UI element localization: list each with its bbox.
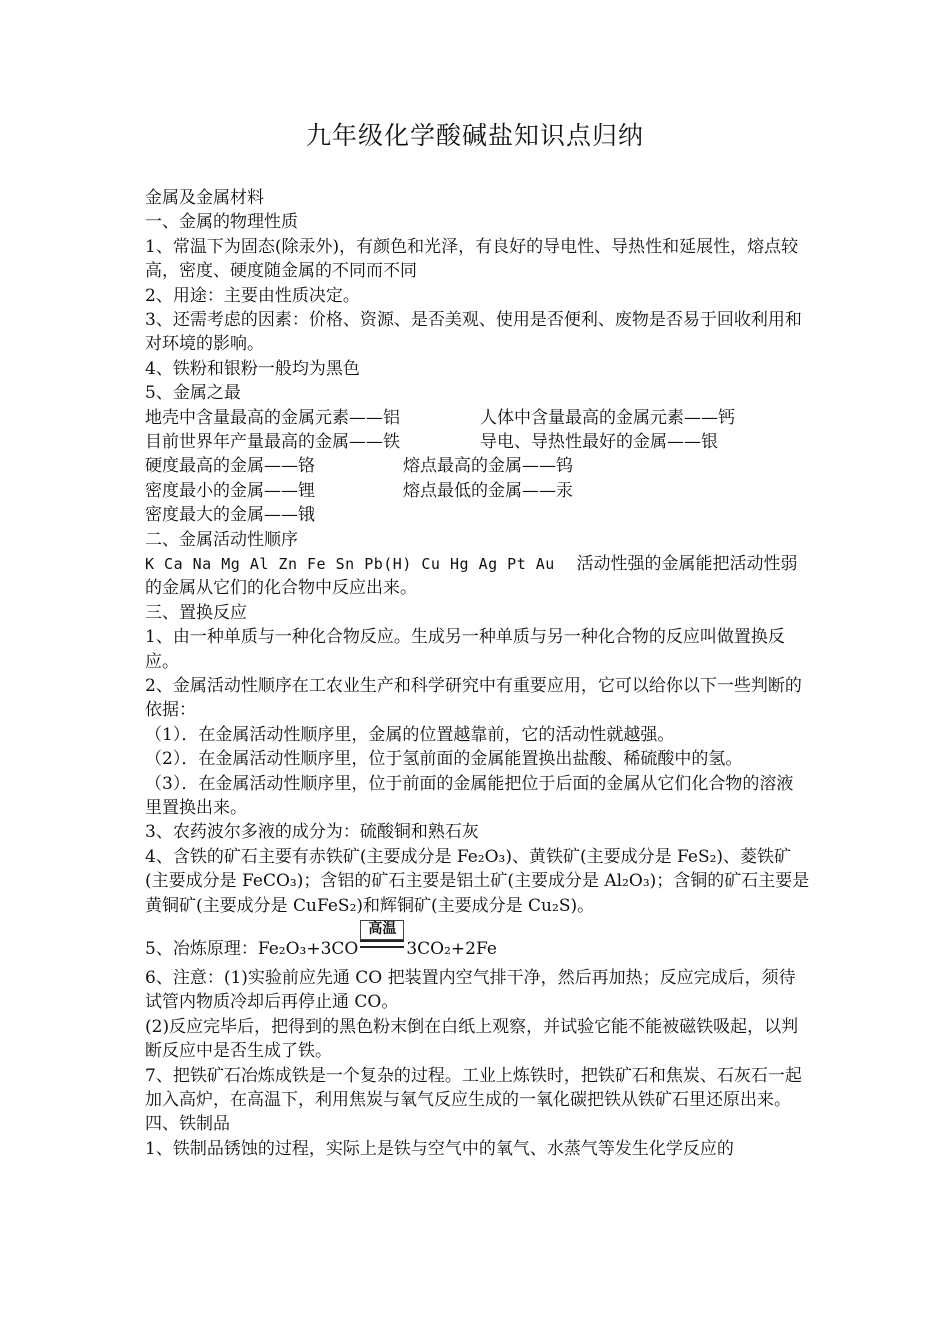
paragraph: 6、注意：(1)实验前应先通 CO 把装置内空气排干净，然后再加热；反应完成后，须待试管内物质冷却后再停止通 CO。 (145, 967, 796, 1013)
paragraph: （2）．在金属活动性顺序里，位于氢前面的金属能置换出盐酸、稀硫酸中的氢。 (145, 749, 743, 770)
paragraph: 2、用途：主要由性质决定。 (145, 285, 360, 306)
superlative-row (145, 454, 810, 478)
superlative-item: 目前世界年产量最高的金属——铁 (145, 431, 400, 452)
paragraph: 1、常温下为固态(除汞外)，有颜色和光泽，有良好的导电性、导热性和延展性，熔点较高，密度、硬度随金属的不同而不同 (145, 236, 799, 282)
activity-series-paragraph (145, 552, 810, 601)
activity-series-note: 活动性强的金属能把活动性弱的金属从它们的化合物中反应出来。 (145, 553, 798, 599)
equation-products: 3CO₂+2Fe (406, 938, 497, 959)
superlative-item: 导电、导热性最好的金属——银 (480, 431, 718, 452)
activity-series: K Ca Na Mg Al Zn Fe Sn Pb(H) Cu Hg Ag Pt Au (145, 554, 555, 573)
superlative-row (145, 479, 810, 503)
document-body (145, 186, 810, 1161)
equation-prefix: 5、冶炼原理： (145, 938, 258, 959)
superlative-item: 人体中含量最高的金属元素——钙 (480, 407, 735, 428)
superlative-item: 熔点最高的金属——钨 (403, 456, 573, 477)
paragraph: 4、铁粉和银粉一般均为黑色 (145, 358, 360, 379)
superlative-row (145, 406, 810, 430)
reaction-condition (360, 920, 404, 950)
superlative-item: 熔点最低的金属——汞 (403, 480, 573, 501)
superlative-row: 密度最大的金属——锇 (145, 505, 315, 526)
superlative-item: 密度最小的金属——锂 (145, 480, 315, 501)
document-title: 九年级化学酸碱盐知识点归纳 (305, 121, 644, 150)
subsection-heading: 三、置换反应 (145, 602, 247, 623)
subsection-heading: 二、金属活动性顺序 (145, 529, 298, 550)
condition-label: 高温 (360, 920, 404, 940)
equals-sign (360, 940, 404, 948)
paragraph: (2)反应完毕后，把得到的黑色粉末倒在白纸上观察，并试验它能不能被磁铁吸起，以判断反应中是否生成了铁。 (145, 1016, 799, 1062)
paragraph: （1）．在金属活动性顺序里，金属的位置越靠前，它的活动性就越强。 (145, 724, 675, 745)
paragraph: （3）．在金属活动性顺序里，位于前面的金属能把位于后面的金属从它们化合物的溶液里置换出来。 (145, 773, 794, 818)
paragraph: 5、金属之最 (145, 383, 241, 404)
paragraph: 3、还需考虑的因素：价格、资源、是否美观、使用是否便利、废物是否易于回收利用和对环境的影响。 (145, 309, 802, 355)
subsection-heading: 一、金属的物理性质 (145, 212, 298, 233)
superlative-item: 硬度最高的金属——铬 (145, 456, 315, 477)
subsection-heading: 四、铁制品 (145, 1114, 230, 1135)
paragraph: 4、含铁的矿石主要有赤铁矿(主要成分是 Fe₂O₃)、黄铁矿(主要成分是 FeS₂)、菱铁矿(主要成分是 FeCO₃)；含铝的矿石主要是铝土矿(主要成分是 Al₂O₃)；含铜的矿石主要是黄铜矿(主要成分是 CuFeS₂)和辉铜矿(主要成分是 Cu₂S)。 (145, 846, 810, 916)
equation-reactants: Fe₂O₃+3CO (257, 938, 359, 959)
paragraph: 1、由一种单质与一种化合物反应。生成另一种单质与另一种化合物的反应叫做置换反应。 (145, 627, 785, 672)
paragraph: 2、金属活动性顺序在工农业生产和科学研究中有重要应用，它可以给你以下一些判断的依据： (145, 675, 802, 721)
paragraph: 3、农药波尔多液的成分为：硫酸铜和熟石灰 (145, 822, 479, 843)
paragraph: 7、把铁矿石冶炼成铁是一个复杂的过程。工业上炼铁时，把铁矿石和焦炭、石灰石一起加入高炉，在高温下，利用焦炭与氧气反应生成的一氧化碳把铁从铁矿石里还原出来。 (145, 1065, 802, 1110)
superlative-item: 地壳中含量最高的金属元素——铝 (145, 407, 400, 428)
superlative-row (145, 430, 810, 454)
section-heading: 金属及金属材料 (145, 188, 264, 208)
smelting-equation (145, 920, 810, 964)
paragraph: 1、铁制品锈蚀的过程，实际上是铁与空气中的氧气、水蒸气等发生化学反应的 (145, 1138, 734, 1159)
